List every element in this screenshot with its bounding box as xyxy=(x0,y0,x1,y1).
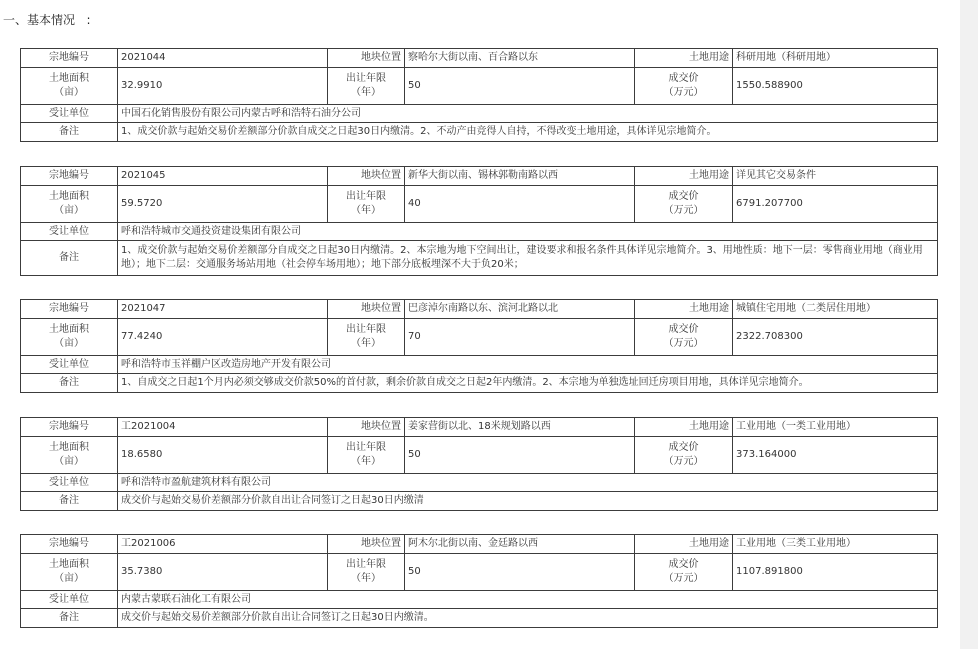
term-label-line1: 出让年限 xyxy=(346,191,386,202)
remarks-value: 1、自成交之日起1个月内必须交够成交价款50%的首付款，剩余价款自成交之日起2年内缴清。2、本宗地为单独选址回迁房项目用地，具体详见宗地简介。 xyxy=(118,374,938,393)
price-label-line1: 成交价 xyxy=(668,324,699,335)
price-label-line1: 成交价 xyxy=(668,73,699,84)
table-row xyxy=(21,418,938,437)
area-label-line2: （亩） xyxy=(54,573,84,584)
table-row xyxy=(21,374,938,393)
table-row xyxy=(21,591,938,609)
term-label xyxy=(328,68,405,105)
area-value: 35.7380 xyxy=(118,554,328,591)
table-row xyxy=(21,186,938,223)
parcel-no-label: 宗地编号 xyxy=(21,535,118,554)
term-value: 70 xyxy=(405,319,635,356)
term-label xyxy=(328,437,405,474)
price-label-line1: 成交价 xyxy=(668,559,699,570)
parcel-table xyxy=(20,417,938,511)
price-label-line2: （万元） xyxy=(663,456,704,467)
term-label-line1: 出让年限 xyxy=(346,442,386,453)
price-value: 6791.207700 xyxy=(733,186,938,223)
price-value: 2322.708300 xyxy=(733,319,938,356)
remarks-value: 成交价与起始交易价差额部分价款自出让合同签订之日起30日内缴清 xyxy=(118,492,938,511)
assignee-value: 呼和浩特城市交通投资建设集团有限公司 xyxy=(118,223,938,241)
remarks-label: 备注 xyxy=(21,374,118,393)
table-row xyxy=(21,300,938,319)
land-use-label: 土地用途 xyxy=(635,167,733,186)
remarks-label: 备注 xyxy=(21,123,118,142)
area-label-line2: （亩） xyxy=(54,205,84,216)
term-value: 50 xyxy=(405,437,635,474)
price-label-line2: （万元） xyxy=(663,338,704,349)
parcel-table xyxy=(20,166,938,276)
price-label xyxy=(635,437,733,474)
table-row xyxy=(21,554,938,591)
price-label xyxy=(635,186,733,223)
area-label-line2: （亩） xyxy=(54,456,84,467)
table-row xyxy=(21,49,938,68)
table-row xyxy=(21,167,938,186)
location-label: 地块位置 xyxy=(328,167,405,186)
location-value: 察哈尔大街以南、百合路以东 xyxy=(405,49,635,68)
table-row xyxy=(21,609,938,628)
assignee-label: 受让单位 xyxy=(21,474,118,492)
price-label xyxy=(635,319,733,356)
parcel-no-label: 宗地编号 xyxy=(21,300,118,319)
term-label xyxy=(328,186,405,223)
land-use-label: 土地用途 xyxy=(635,49,733,68)
term-label-line1: 出让年限 xyxy=(346,559,386,570)
term-label-line2: （年） xyxy=(351,573,381,584)
price-value: 373.164000 xyxy=(733,437,938,474)
remarks-label: 备注 xyxy=(21,492,118,511)
section-heading: 一、基本情况 : xyxy=(3,13,91,27)
price-label-line1: 成交价 xyxy=(668,442,699,453)
parcel-no-value: 工2021006 xyxy=(118,535,328,554)
area-label xyxy=(21,319,118,356)
land-use-value: 详见其它交易条件 xyxy=(733,167,938,186)
table-row xyxy=(21,474,938,492)
term-value: 50 xyxy=(405,554,635,591)
parcel-no-label: 宗地编号 xyxy=(21,418,118,437)
land-use-value: 科研用地（科研用地） xyxy=(733,49,938,68)
price-value: 1550.588900 xyxy=(733,68,938,105)
area-value: 59.5720 xyxy=(118,186,328,223)
area-label-line1: 土地面积 xyxy=(49,559,89,570)
assignee-value: 呼和浩特市玉祥棚户区改造房地产开发有限公司 xyxy=(118,356,938,374)
remarks-label: 备注 xyxy=(21,609,118,628)
price-label-line2: （万元） xyxy=(663,205,704,216)
land-use-label: 土地用途 xyxy=(635,535,733,554)
term-label-line2: （年） xyxy=(351,338,381,349)
land-use-value: 工业用地（三类工业用地） xyxy=(733,535,938,554)
area-label-line1: 土地面积 xyxy=(49,73,89,84)
assignee-label: 受让单位 xyxy=(21,591,118,609)
price-label-line2: （万元） xyxy=(663,573,704,584)
term-label xyxy=(328,554,405,591)
assignee-label: 受让单位 xyxy=(21,356,118,374)
table-row xyxy=(21,356,938,374)
price-label xyxy=(635,68,733,105)
term-label-line2: （年） xyxy=(351,205,381,216)
area-label xyxy=(21,554,118,591)
area-value: 77.4240 xyxy=(118,319,328,356)
location-label: 地块位置 xyxy=(328,300,405,319)
price-label xyxy=(635,554,733,591)
location-value: 新华大街以南、锡林郭勒南路以西 xyxy=(405,167,635,186)
assignee-value: 呼和浩特市盈航建筑材料有限公司 xyxy=(118,474,938,492)
area-label-line2: （亩） xyxy=(54,338,84,349)
table-row xyxy=(21,437,938,474)
area-value: 18.6580 xyxy=(118,437,328,474)
area-label xyxy=(21,68,118,105)
term-label-line2: （年） xyxy=(351,87,381,98)
term-value: 50 xyxy=(405,68,635,105)
parcel-no-value: 2021047 xyxy=(118,300,328,319)
parcel-table xyxy=(20,534,938,628)
remarks-value: 1、成交价款与起始交易价差额部分价款自成交之日起30日内缴清。2、不动产由竞得人自持，不得改变土地用途，具体详见宗地简介。 xyxy=(118,123,938,142)
term-label-line2: （年） xyxy=(351,456,381,467)
area-label-line2: （亩） xyxy=(54,87,84,98)
location-value: 巴彦淖尔南路以东、滨河北路以北 xyxy=(405,300,635,319)
area-label-line1: 土地面积 xyxy=(49,191,89,202)
location-value: 阿木尔北街以南、金廷路以西 xyxy=(405,535,635,554)
table-row xyxy=(21,319,938,356)
table-row xyxy=(21,223,938,241)
remarks-value: 1、成交价款与起始交易价差额部分自成交之日起30日内缴清。2、本宗地为地下空间出让，建设要求和报名条件具体详见宗地简介。3、用地性质：地下一层：零售商业用地（商业用地）；地下二层：交通服务场站用地（社会停车场用地）；地下部分底板埋深不大于负20米； xyxy=(118,241,938,276)
scrollbar-track[interactable] xyxy=(960,0,978,649)
land-use-label: 土地用途 xyxy=(635,300,733,319)
parcel-table xyxy=(20,48,938,142)
table-row xyxy=(21,535,938,554)
price-label-line2: （万元） xyxy=(663,87,704,98)
area-value: 32.9910 xyxy=(118,68,328,105)
land-use-value: 城镇住宅用地（二类居住用地） xyxy=(733,300,938,319)
term-label-line1: 出让年限 xyxy=(346,73,386,84)
assignee-label: 受让单位 xyxy=(21,223,118,241)
price-value: 1107.891800 xyxy=(733,554,938,591)
parcel-no-value: 2021045 xyxy=(118,167,328,186)
table-row xyxy=(21,68,938,105)
area-label xyxy=(21,437,118,474)
table-row xyxy=(21,241,938,276)
location-label: 地块位置 xyxy=(328,49,405,68)
term-label-line1: 出让年限 xyxy=(346,324,386,335)
parcel-no-label: 宗地编号 xyxy=(21,49,118,68)
parcel-no-label: 宗地编号 xyxy=(21,167,118,186)
location-label: 地块位置 xyxy=(328,418,405,437)
term-label xyxy=(328,319,405,356)
area-label xyxy=(21,186,118,223)
price-label-line1: 成交价 xyxy=(668,191,699,202)
assignee-value: 内蒙古蒙联石油化工有限公司 xyxy=(118,591,938,609)
assignee-value: 中国石化销售股份有限公司内蒙古呼和浩特石油分公司 xyxy=(118,105,938,123)
assignee-label: 受让单位 xyxy=(21,105,118,123)
area-label-line1: 土地面积 xyxy=(49,324,89,335)
land-use-label: 土地用途 xyxy=(635,418,733,437)
term-value: 40 xyxy=(405,186,635,223)
parcel-table xyxy=(20,299,938,393)
table-row xyxy=(21,123,938,142)
area-label-line1: 土地面积 xyxy=(49,442,89,453)
location-label: 地块位置 xyxy=(328,535,405,554)
remarks-label: 备注 xyxy=(21,241,118,276)
parcel-no-value: 工2021004 xyxy=(118,418,328,437)
parcel-no-value: 2021044 xyxy=(118,49,328,68)
table-row xyxy=(21,492,938,511)
remarks-value: 成交价与起始交易价差额部分价款自出让合同签订之日起30日内缴清。 xyxy=(118,609,938,628)
location-value: 姜家营街以北、18米规划路以西 xyxy=(405,418,635,437)
table-row xyxy=(21,105,938,123)
land-use-value: 工业用地（一类工业用地） xyxy=(733,418,938,437)
